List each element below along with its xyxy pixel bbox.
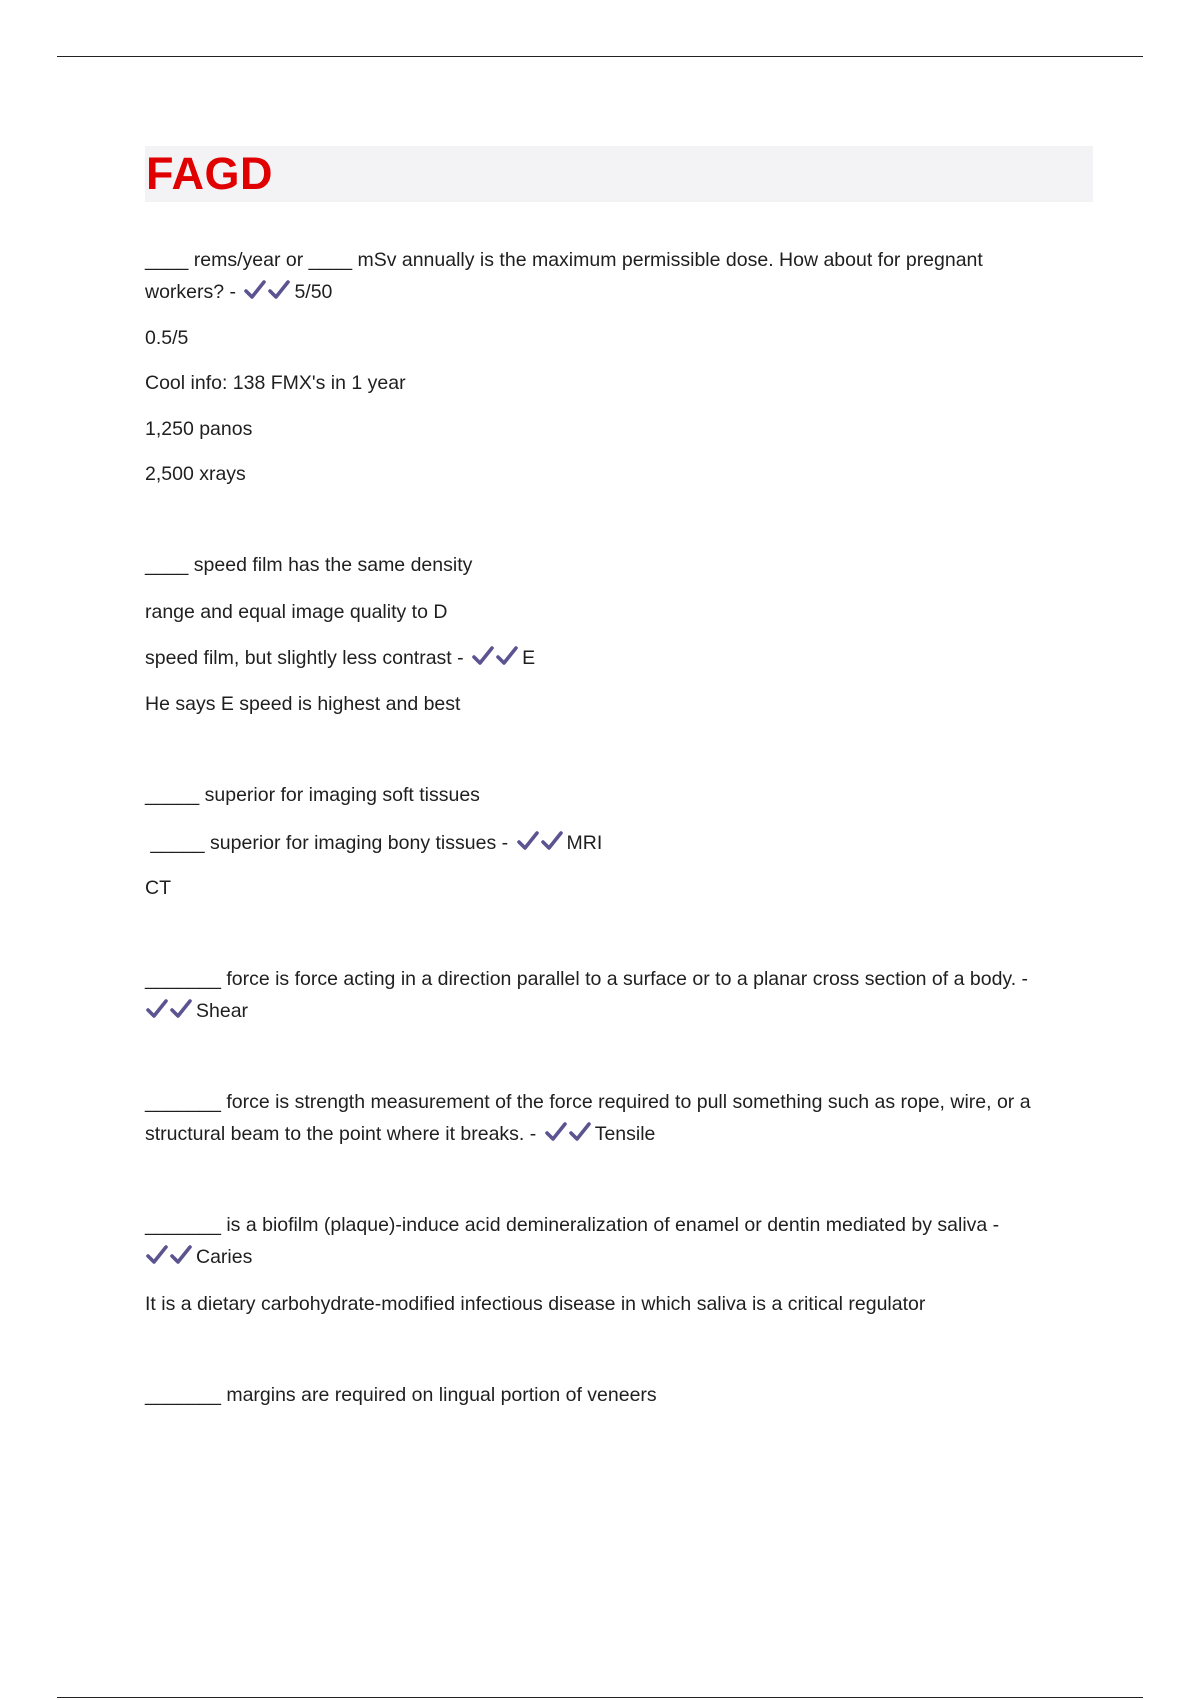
question-5-line-2: structural beam to the point where it breaks. - Tensile (145, 1118, 655, 1150)
question-2-line-3-text: speed film, but slightly less contrast - (145, 647, 464, 669)
answer-6: Caries (196, 1246, 253, 1268)
question-4-line-1: _______ force is force acting in a direction parallel to a surface or to a planar cross section of a body. - (145, 968, 1029, 990)
extra-3-1: CT (145, 877, 171, 899)
check-mark-icon (471, 645, 495, 667)
question-2-line-3 (145, 642, 535, 674)
title-band (145, 146, 1093, 202)
check-mark-icon (516, 830, 540, 852)
question-3-line-1: _____ superior for imaging soft tissues (145, 784, 480, 806)
double-check-icon (145, 1241, 193, 1273)
question-5-line-1: _______ force is strength measurement of the force required to pull something such as rope, wire, or a (145, 1091, 1031, 1113)
answer-3: MRI (566, 832, 603, 854)
question-4-line-2 (145, 995, 248, 1027)
answer-1: 5/50 (294, 281, 333, 303)
check-mark-icon (267, 279, 291, 301)
check-mark-icon (495, 645, 519, 667)
question-1-line-2: workers? - 5/50 (145, 276, 332, 308)
extra-2-1: He says E speed is highest and best (145, 693, 461, 715)
extra-1-1: 0.5/5 (145, 327, 189, 349)
extra-1-2: Cool info: 138 FMX's in 1 year (145, 372, 406, 394)
answer-4: Shear (196, 1000, 249, 1022)
document-title: FAGD (146, 148, 274, 199)
check-mark-icon (145, 998, 169, 1020)
extra-6-1: It is a dietary carbohydrate-modified infectious disease in which saliva is a critical regulator (145, 1293, 926, 1315)
top-rule (57, 56, 1143, 57)
extra-1-4: 2,500 xrays (145, 463, 246, 485)
check-mark-icon (145, 1244, 169, 1266)
double-check-icon (544, 1118, 592, 1150)
question-6-line-1: _______ is a biofilm (plaque)-induce acid demineralization of enamel or dentin mediated by saliva - (145, 1214, 1000, 1236)
answer-2: E (522, 647, 536, 669)
question-7-line-1: _______ margins are required on lingual portion of veneers (145, 1384, 657, 1406)
answer-5: Tensile (594, 1123, 656, 1145)
double-check-icon (516, 827, 564, 859)
question-2-line-1: ____ speed film has the same density (145, 554, 473, 576)
check-mark-icon (243, 279, 267, 301)
bottom-rule (57, 1697, 1143, 1698)
question-6-line-2 (145, 1241, 252, 1273)
double-check-icon (145, 995, 193, 1027)
question-2-line-2: range and equal image quality to D (145, 601, 448, 623)
extra-1-3: 1,250 panos (145, 418, 253, 440)
check-mark-icon (540, 830, 564, 852)
question-1-line-1: ____ rems/year or ____ mSv annually is the maximum permissible dose. How about for pregnant (145, 249, 983, 271)
question-3-line-2 (145, 827, 602, 859)
check-mark-icon (169, 998, 193, 1020)
check-mark-icon (544, 1121, 568, 1143)
double-check-icon (243, 276, 291, 308)
double-check-icon (471, 642, 519, 674)
question-3-line-2-text: _____ superior for imaging bony tissues - (145, 832, 509, 854)
check-mark-icon (568, 1121, 592, 1143)
check-mark-icon (169, 1244, 193, 1266)
